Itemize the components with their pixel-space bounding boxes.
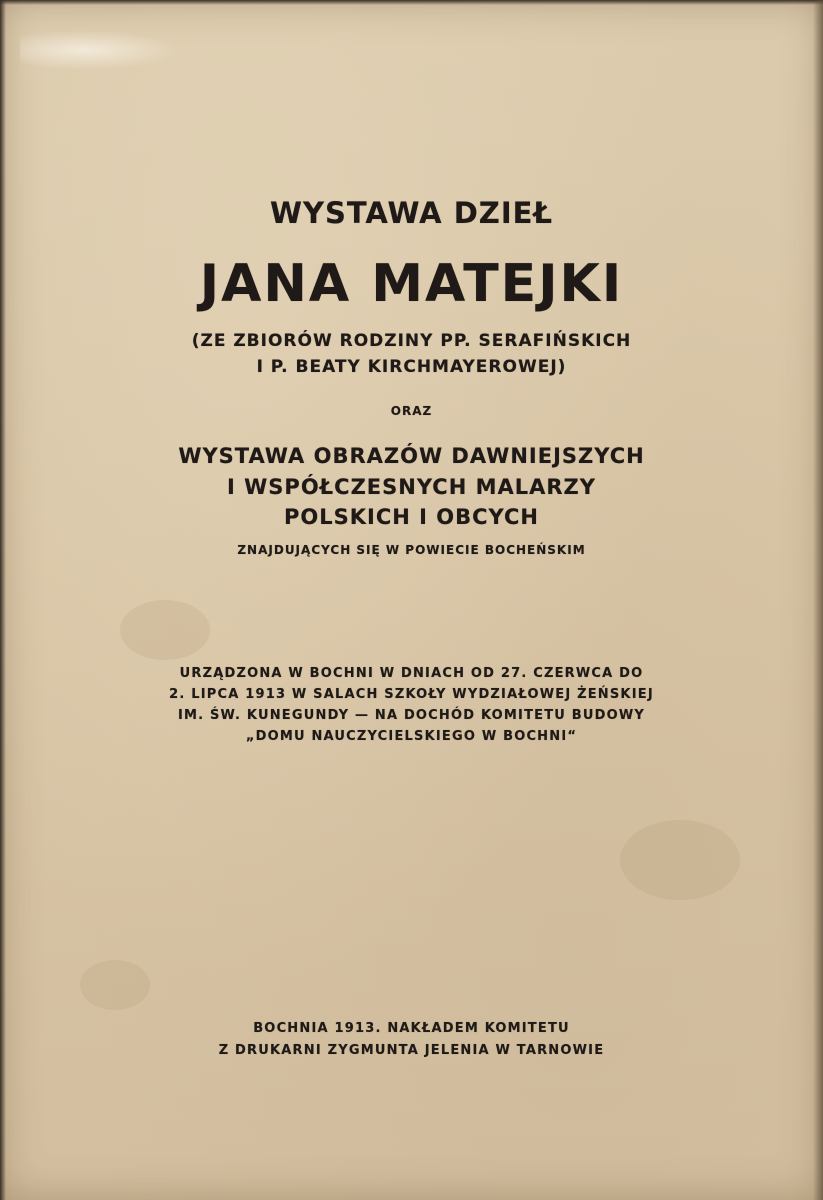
event-info-line-2: 2. LIPCA 1913 W SALACH SZKOŁY WYDZIAŁOWEJ ŻEŃSKIEJ <box>169 687 654 702</box>
second-exhibition-line-3: POLSKICH I OBCYCH <box>284 505 539 529</box>
location-note: ZNAJDUJĄCYCH SIĘ W POWIECIE BOCHEŃSKIM <box>237 543 586 557</box>
paper-edge-right <box>813 0 823 1200</box>
paper-tear <box>20 30 180 70</box>
imprint-line-2: Z DRUKARNI ZYGMUNTA JELENIA W TARNOWIE <box>218 1043 605 1058</box>
subtitle-line-1: (ZE ZBIORÓW RODZINY PP. SERAFIŃSKICH <box>191 331 632 351</box>
event-info-line-3: IM. ŚW. KUNEGUNDY — NA DOCHÓD KOMITETU BUDOWY <box>177 708 646 723</box>
event-info-line-4: „DOMU NAUCZYCIELSKIEGO W BOCHNI“ <box>245 729 578 744</box>
paper-edge-top <box>0 0 823 5</box>
imprint-line-1: BOCHNIA 1913. NAKŁADEM KOMITETU <box>253 1021 570 1036</box>
title-line-2: JANA MATEJKI <box>199 254 624 314</box>
second-exhibition-line-1: WYSTAWA OBRAZÓW DAWNIEJSZYCH <box>178 444 645 468</box>
second-exhibition-line-2: I WSPÓŁCZESNYCH MALARZY <box>227 475 596 499</box>
paper-stain <box>620 820 740 900</box>
paper-stain <box>120 600 210 660</box>
connector-word: ORAZ <box>390 404 433 418</box>
subtitle-line-2: I P. BEATY KIRCHMAYEROWEJ) <box>256 357 567 377</box>
paper-edge-left <box>0 0 6 1200</box>
title-line-1: WYSTAWA DZIEŁ <box>269 196 554 230</box>
event-info-line-1: URZĄDZONA W BOCHNI W DNIACH OD 27. CZERWCA DO <box>179 666 644 681</box>
paper-stain <box>80 960 150 1010</box>
